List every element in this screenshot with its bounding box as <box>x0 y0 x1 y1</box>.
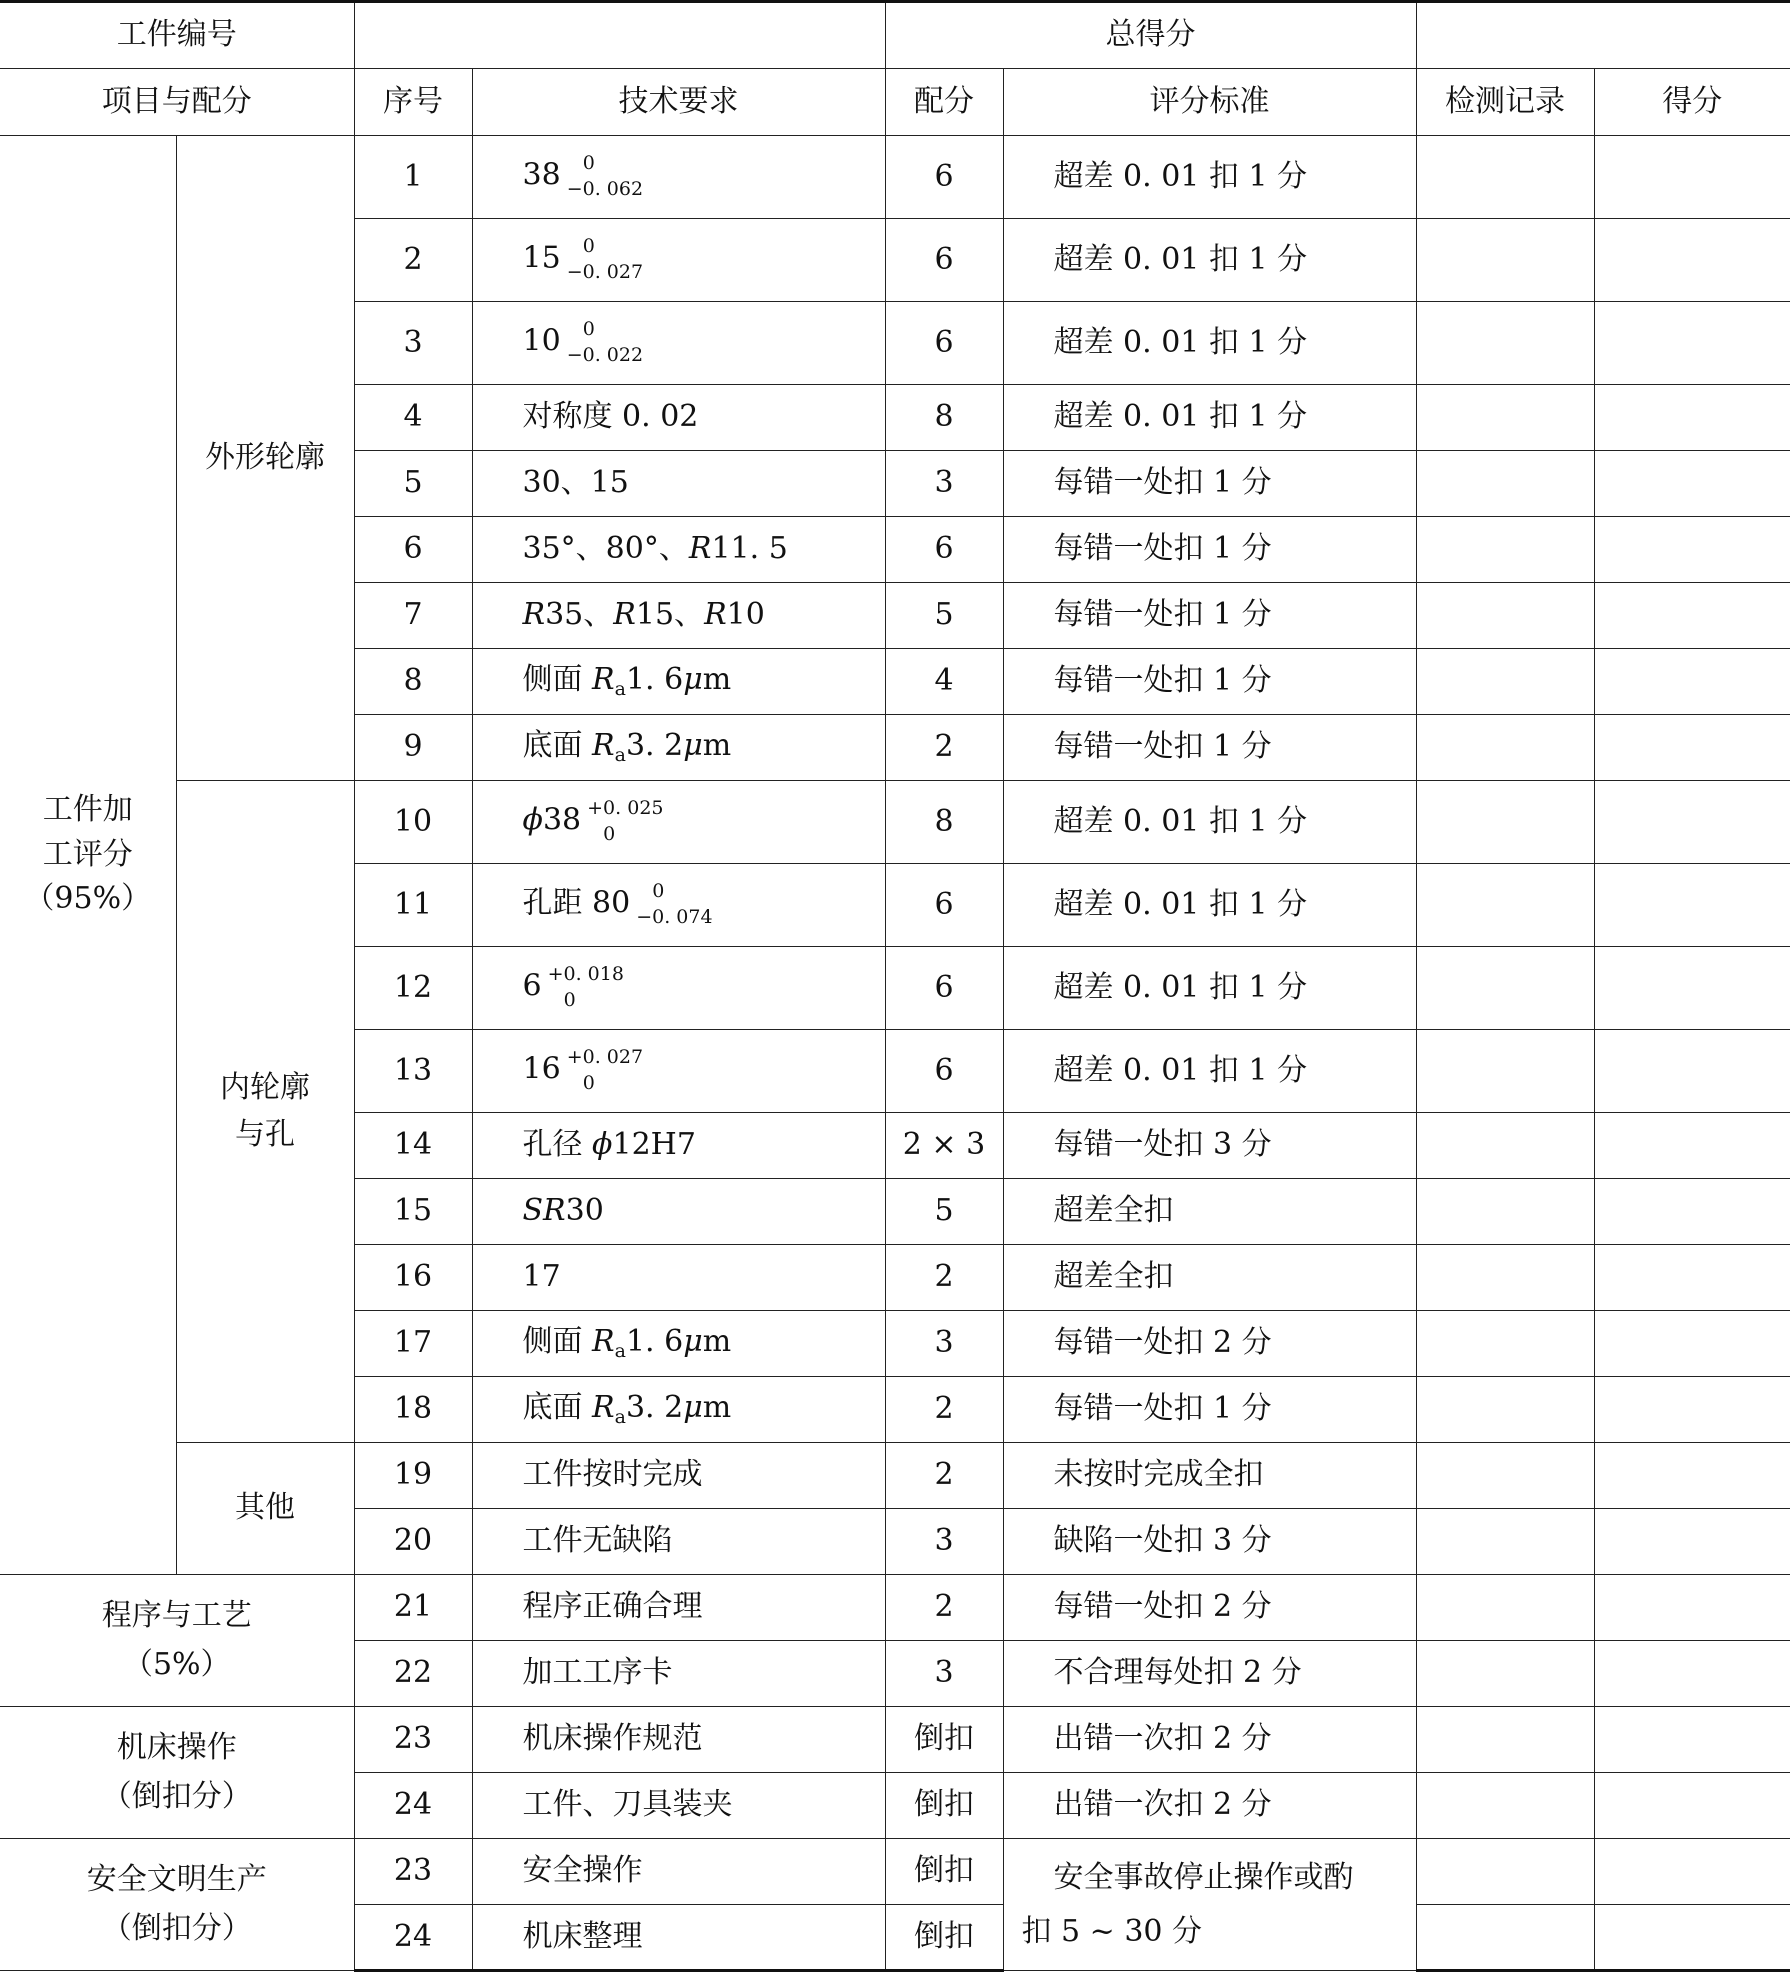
points-cell: 2 <box>885 1575 1003 1641</box>
seq-cell: 11 <box>354 864 472 947</box>
requirement-cell: ϕ38 +0. 025 0 <box>472 781 885 864</box>
points-cell: 6 <box>885 302 1003 385</box>
requirement-cell: R35、R15、R10 <box>472 583 885 649</box>
score-cell <box>1594 1179 1790 1245</box>
seq-cell: 2 <box>354 219 472 302</box>
criteria-cell: 超差 0. 01 扣 1 分 <box>1003 947 1416 1030</box>
category-machine-op: 机床操作 （倒扣分） <box>0 1707 354 1839</box>
category-safety: 安全文明生产 （倒扣分） <box>0 1839 354 1971</box>
criteria-cell: 每错一处扣 1 分 <box>1003 715 1416 781</box>
score-cell <box>1594 1641 1790 1707</box>
criteria-cell: 每错一处扣 3 分 <box>1003 1113 1416 1179</box>
points-cell: 2 <box>885 715 1003 781</box>
col-header-score: 得分 <box>1594 69 1790 136</box>
criteria-cell: 每错一处扣 1 分 <box>1003 451 1416 517</box>
criteria-cell: 每错一处扣 1 分 <box>1003 1377 1416 1443</box>
col-header-criteria: 评分标准 <box>1003 69 1416 136</box>
requirement-cell: 17 <box>472 1245 885 1311</box>
score-cell <box>1594 781 1790 864</box>
col-header-points: 配分 <box>885 69 1003 136</box>
criteria-cell: 每错一处扣 1 分 <box>1003 649 1416 715</box>
requirement-cell: 底面 $R_a3$. 2μm <box>472 1377 885 1443</box>
requirement-cell: 10 0 −0. 022 <box>472 302 885 385</box>
record-cell <box>1416 1641 1594 1707</box>
score-cell <box>1594 1443 1790 1509</box>
seq-cell: 3 <box>354 302 472 385</box>
points-cell: 3 <box>885 1311 1003 1377</box>
seq-cell: 6 <box>354 517 472 583</box>
points-cell: 6 <box>885 1030 1003 1113</box>
seq-cell: 13 <box>354 1030 472 1113</box>
seq-cell: 1 <box>354 136 472 219</box>
seq-cell: 14 <box>354 1113 472 1179</box>
requirement-cell: 15 0 −0. 027 <box>472 219 885 302</box>
requirement-cell: 孔径 ϕ12H7 <box>472 1113 885 1179</box>
score-cell <box>1594 1030 1790 1113</box>
score-cell <box>1594 385 1790 451</box>
total-score-value <box>1416 2 1790 69</box>
criteria-cell: 缺陷一处扣 3 分 <box>1003 1509 1416 1575</box>
seq-cell: 20 <box>354 1509 472 1575</box>
safety-criteria-cell <box>1003 1839 1416 1971</box>
score-cell <box>1594 649 1790 715</box>
record-cell <box>1416 583 1594 649</box>
table-row <box>0 1707 1790 1773</box>
table-row <box>0 1839 1790 1905</box>
points-cell: 6 <box>885 219 1003 302</box>
workpiece-no-label: 工件编号 <box>0 2 354 69</box>
seq-cell: 7 <box>354 583 472 649</box>
safety-criteria-line-2: 扣 5 ~ 30 分 <box>1021 1913 1203 1949</box>
record-cell <box>1416 1311 1594 1377</box>
category-machining: 工件加 工评分 （95%） <box>0 136 176 1575</box>
requirement-cell: 底面 $R_a3$. 2μm <box>472 715 885 781</box>
requirement-cell: 程序正确合理 <box>472 1575 885 1641</box>
criteria-cell: 超差 0. 01 扣 1 分 <box>1003 385 1416 451</box>
requirement-cell: 30、15 <box>472 451 885 517</box>
seq-cell: 23 <box>354 1707 472 1773</box>
requirement-cell: 35°、80°、R11. 5 <box>472 517 885 583</box>
points-cell: 倒扣 <box>885 1839 1003 1905</box>
record-cell <box>1416 1377 1594 1443</box>
seq-cell: 19 <box>354 1443 472 1509</box>
criteria-cell: 超差 0. 01 扣 1 分 <box>1003 781 1416 864</box>
requirement-cell: 安全操作 <box>472 1839 885 1905</box>
seq-cell: 21 <box>354 1575 472 1641</box>
record-cell <box>1416 715 1594 781</box>
requirement-cell: 侧面 $R_a1$. 6μm <box>472 649 885 715</box>
criteria-cell: 超差全扣 <box>1003 1179 1416 1245</box>
record-cell <box>1416 302 1594 385</box>
criteria-cell: 未按时完成全扣 <box>1003 1443 1416 1509</box>
record-cell <box>1416 1839 1594 1905</box>
seq-cell: 4 <box>354 385 472 451</box>
score-cell <box>1594 1905 1790 1971</box>
requirement-cell: 6 +0. 018 0 <box>472 947 885 1030</box>
points-cell: 2 <box>885 1377 1003 1443</box>
header-row-1 <box>0 2 1790 69</box>
criteria-cell: 超差 0. 01 扣 1 分 <box>1003 302 1416 385</box>
score-cell <box>1594 302 1790 385</box>
record-cell <box>1416 1707 1594 1773</box>
workpiece-no-value <box>354 2 885 69</box>
record-cell <box>1416 517 1594 583</box>
score-cell <box>1594 136 1790 219</box>
criteria-cell: 超差 0. 01 扣 1 分 <box>1003 864 1416 947</box>
seq-cell: 18 <box>354 1377 472 1443</box>
requirement-cell: 机床整理 <box>472 1905 885 1971</box>
points-cell: 3 <box>885 451 1003 517</box>
score-cell <box>1594 1773 1790 1839</box>
record-cell <box>1416 136 1594 219</box>
score-cell <box>1594 1245 1790 1311</box>
table-row <box>0 781 1790 864</box>
criteria-cell: 超差全扣 <box>1003 1245 1416 1311</box>
requirement-cell: 工件无缺陷 <box>472 1509 885 1575</box>
points-cell: 5 <box>885 583 1003 649</box>
points-cell: 2 <box>885 1245 1003 1311</box>
score-cell <box>1594 1113 1790 1179</box>
record-cell <box>1416 1245 1594 1311</box>
col-header-record: 检测记录 <box>1416 69 1594 136</box>
category-outer-profile: 外形轮廓 <box>176 136 354 781</box>
record-cell <box>1416 451 1594 517</box>
points-cell: 2 × 3 <box>885 1113 1003 1179</box>
record-cell <box>1416 781 1594 864</box>
score-cell <box>1594 1839 1790 1905</box>
criteria-cell: 每错一处扣 2 分 <box>1003 1575 1416 1641</box>
requirement-cell: 加工工序卡 <box>472 1641 885 1707</box>
record-cell <box>1416 219 1594 302</box>
points-cell: 6 <box>885 517 1003 583</box>
record-cell <box>1416 1905 1594 1971</box>
seq-cell: 12 <box>354 947 472 1030</box>
score-cell <box>1594 864 1790 947</box>
seq-cell: 8 <box>354 649 472 715</box>
record-cell <box>1416 1443 1594 1509</box>
seq-cell: 16 <box>354 1245 472 1311</box>
seq-cell: 24 <box>354 1905 472 1971</box>
table-row <box>0 1575 1790 1641</box>
requirement-cell: 侧面 $R_a1$. 6μm <box>472 1311 885 1377</box>
points-cell: 倒扣 <box>885 1905 1003 1971</box>
requirement-cell: 工件按时完成 <box>472 1443 885 1509</box>
requirement-cell: 16 +0. 027 0 <box>472 1030 885 1113</box>
seq-cell: 9 <box>354 715 472 781</box>
points-cell: 6 <box>885 947 1003 1030</box>
criteria-cell: 出错一次扣 2 分 <box>1003 1773 1416 1839</box>
criteria-cell: 每错一处扣 1 分 <box>1003 583 1416 649</box>
score-cell <box>1594 451 1790 517</box>
score-cell <box>1594 1377 1790 1443</box>
criteria-cell: 每错一处扣 2 分 <box>1003 1311 1416 1377</box>
criteria-cell: 超差 0. 01 扣 1 分 <box>1003 1030 1416 1113</box>
category-program: 程序与工艺 （5%） <box>0 1575 354 1707</box>
requirement-cell: 孔距 80 0 −0. 074 <box>472 864 885 947</box>
record-cell <box>1416 947 1594 1030</box>
score-cell <box>1594 947 1790 1030</box>
score-cell <box>1594 1509 1790 1575</box>
criteria-cell: 超差 0. 01 扣 1 分 <box>1003 136 1416 219</box>
requirement-cell: 对称度 0. 02 <box>472 385 885 451</box>
table-row <box>0 1443 1790 1509</box>
category-other: 其他 <box>176 1443 354 1575</box>
points-cell: 4 <box>885 649 1003 715</box>
record-cell <box>1416 1575 1594 1641</box>
record-cell <box>1416 1773 1594 1839</box>
requirement-cell: SR30 <box>472 1179 885 1245</box>
total-score-label: 总得分 <box>885 2 1416 69</box>
points-cell: 8 <box>885 781 1003 864</box>
seq-cell: 17 <box>354 1311 472 1377</box>
points-cell: 2 <box>885 1443 1003 1509</box>
table-row <box>0 136 1790 219</box>
record-cell <box>1416 1113 1594 1179</box>
requirement-cell: 工件、刀具装夹 <box>472 1773 885 1839</box>
record-cell <box>1416 864 1594 947</box>
category-inner-profile: 内轮廓 与孔 <box>176 781 354 1443</box>
record-cell <box>1416 1030 1594 1113</box>
score-cell <box>1594 517 1790 583</box>
score-cell <box>1594 219 1790 302</box>
safety-criteria-line-1: 安全事故停止操作或酌 <box>1053 1859 1354 1895</box>
score-cell <box>1594 1311 1790 1377</box>
col-header-category: 项目与配分 <box>0 69 354 136</box>
criteria-cell: 不合理每处扣 2 分 <box>1003 1641 1416 1707</box>
record-cell <box>1416 385 1594 451</box>
seq-cell: 15 <box>354 1179 472 1245</box>
requirement-cell: 38 0 −0. 062 <box>472 136 885 219</box>
seq-cell: 23 <box>354 1839 472 1905</box>
header-row-2 <box>0 69 1790 136</box>
seq-cell: 24 <box>354 1773 472 1839</box>
requirement-cell: 机床操作规范 <box>472 1707 885 1773</box>
record-cell <box>1416 1179 1594 1245</box>
col-header-requirement: 技术要求 <box>472 69 885 136</box>
seq-cell: 10 <box>354 781 472 864</box>
score-cell <box>1594 1575 1790 1641</box>
points-cell: 3 <box>885 1641 1003 1707</box>
points-cell: 倒扣 <box>885 1707 1003 1773</box>
criteria-cell: 每错一处扣 1 分 <box>1003 517 1416 583</box>
record-cell <box>1416 649 1594 715</box>
seq-cell: 5 <box>354 451 472 517</box>
record-cell <box>1416 1509 1594 1575</box>
points-cell: 6 <box>885 136 1003 219</box>
score-cell <box>1594 715 1790 781</box>
points-cell: 8 <box>885 385 1003 451</box>
seq-cell: 22 <box>354 1641 472 1707</box>
criteria-cell: 出错一次扣 2 分 <box>1003 1707 1416 1773</box>
score-cell <box>1594 1707 1790 1773</box>
criteria-cell: 超差 0. 01 扣 1 分 <box>1003 219 1416 302</box>
col-header-seq: 序号 <box>354 69 472 136</box>
points-cell: 5 <box>885 1179 1003 1245</box>
points-cell: 倒扣 <box>885 1773 1003 1839</box>
score-cell <box>1594 583 1790 649</box>
points-cell: 6 <box>885 864 1003 947</box>
points-cell: 3 <box>885 1509 1003 1575</box>
